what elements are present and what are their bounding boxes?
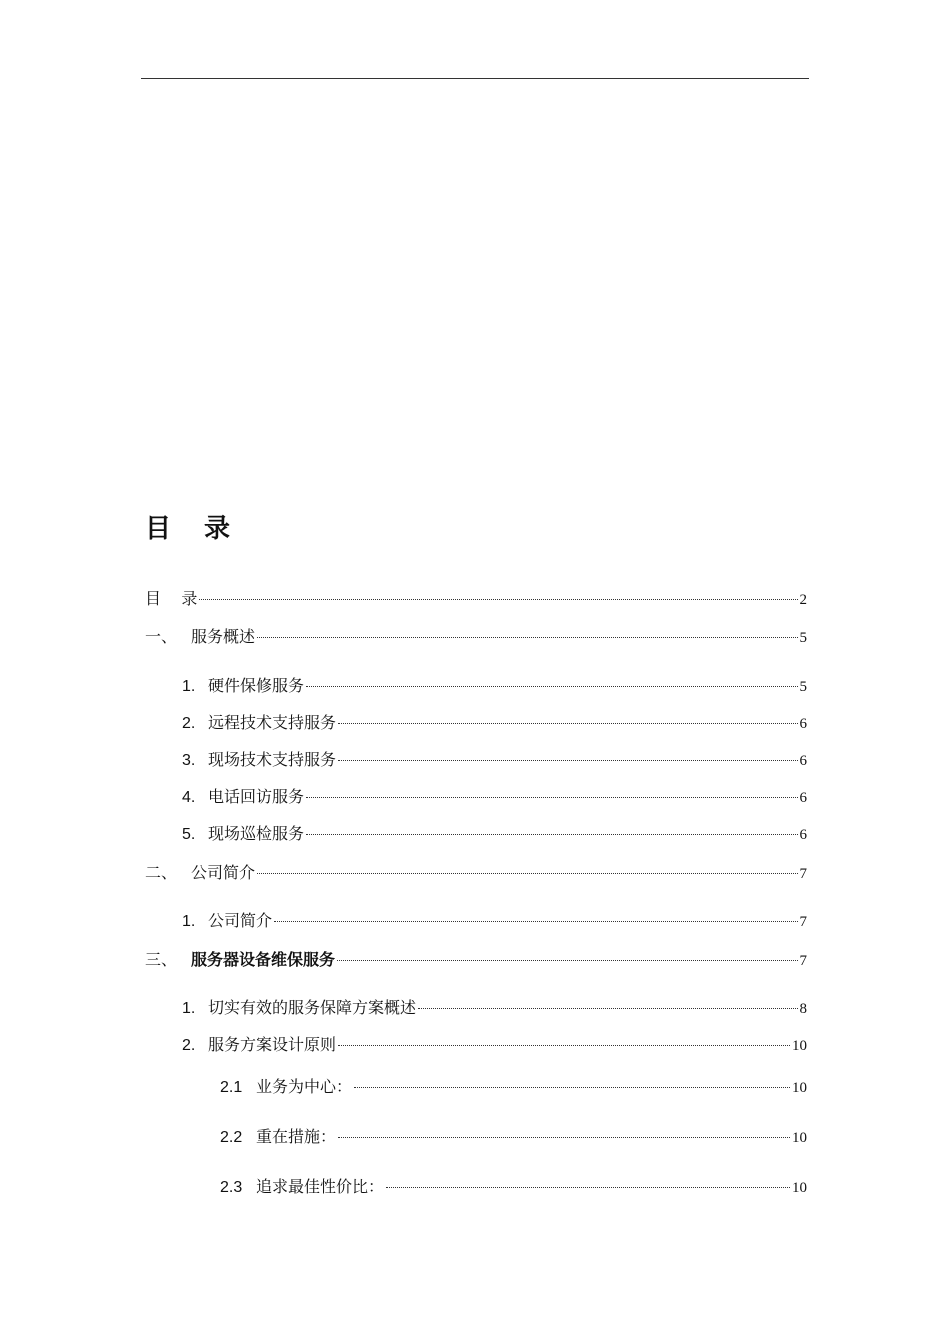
toc-entry-page: 10 (792, 1038, 807, 1054)
toc-entry[interactable] (182, 782, 807, 806)
toc-entry-number: 2.3 (220, 1179, 243, 1196)
toc-entry-page: 6 (799, 716, 807, 732)
toc-entry[interactable] (182, 745, 807, 769)
toc-entry-page: 10 (792, 1180, 807, 1196)
toc-entry[interactable] (182, 1030, 807, 1054)
toc-entry-page: 2 (799, 592, 807, 608)
toc-leader-dots (257, 858, 797, 878)
toc-entry-label: 切实有效的服务保障方案概述 (208, 998, 417, 1017)
toc-entry-label: 硬件保修服务 (208, 676, 305, 695)
toc-entry-number: 4. (182, 789, 196, 806)
toc-entry-label: 公司简介 (208, 911, 273, 930)
toc-entry-page: 5 (799, 679, 807, 695)
toc-leader-dots (306, 819, 797, 839)
toc-entry-page: 6 (799, 753, 807, 769)
toc-entry-label: 现场技术支持服务 (208, 750, 337, 769)
toc-entry-page: 6 (799, 790, 807, 806)
toc-leader-dots (338, 708, 797, 728)
toc-entry-label: 远程技术支持服务 (208, 713, 337, 732)
toc-entry-number: 二、 (145, 865, 178, 882)
toc-entry-page: 5 (799, 630, 807, 646)
toc-leader-dots (306, 671, 797, 691)
toc-entry[interactable] (182, 708, 807, 732)
toc-leader-dots (199, 584, 797, 604)
toc-entry-label: 服务器设备维保服务 (191, 950, 336, 969)
toc-entry[interactable] (182, 819, 807, 843)
toc-entry-number: 1. (182, 1000, 196, 1017)
toc-leader-dots (274, 906, 797, 926)
toc-entry-page: 7 (799, 866, 807, 882)
toc-entry-page: 7 (799, 914, 807, 930)
toc-entry[interactable] (220, 1072, 807, 1096)
toc-entry[interactable] (220, 1122, 807, 1146)
toc-entry[interactable] (145, 622, 807, 646)
toc-leader-dots (257, 622, 797, 642)
toc-leader-dots (418, 993, 797, 1013)
toc-leader-dots (338, 1122, 790, 1142)
toc-entry-number: 2.1 (220, 1079, 243, 1096)
toc-entry-page: 8 (799, 1001, 807, 1017)
toc-entry[interactable] (182, 671, 807, 695)
toc-leader-dots (306, 782, 797, 802)
toc-leader-dots (338, 1030, 790, 1050)
toc-entry-page: 6 (799, 827, 807, 843)
toc-entry-number: 1. (182, 913, 196, 930)
toc-entry-label: 现场巡检服务 (208, 824, 305, 843)
toc-entry[interactable] (220, 1172, 807, 1196)
toc-entry-number: 三、 (145, 952, 178, 969)
toc-leader-dots (337, 945, 797, 965)
header-rule (141, 78, 809, 79)
toc-entry-page: 10 (792, 1130, 807, 1146)
toc-entry[interactable] (145, 858, 807, 882)
toc-entry-page: 10 (792, 1080, 807, 1096)
toc-entry-number: 2. (182, 1037, 196, 1054)
toc-entry-number: 一、 (145, 629, 178, 646)
toc-entry[interactable] (145, 584, 807, 608)
toc-entry-number: 1. (182, 678, 196, 695)
toc-entry[interactable] (145, 945, 807, 969)
toc-leader-dots (338, 745, 797, 765)
toc-entry-label: 目 录 (145, 589, 198, 608)
toc-entry-number: 5. (182, 826, 196, 843)
toc-entry-label: 追求最佳性价比： (256, 1177, 385, 1196)
toc-entry-page: 7 (799, 953, 807, 969)
toc-entry-label: 重在措施： (256, 1127, 337, 1146)
toc-leader-dots (386, 1172, 790, 1192)
toc-entry-label: 公司简介 (191, 863, 256, 882)
toc-heading: 目 录 (145, 514, 243, 544)
toc-entry-label: 服务概述 (191, 627, 256, 646)
toc-entry-label: 电话回访服务 (208, 787, 305, 806)
toc-entry[interactable] (182, 906, 807, 930)
toc-entry-label: 业务为中心： (256, 1077, 353, 1096)
toc-entry-label: 服务方案设计原则 (208, 1035, 337, 1054)
toc-entry-number: 2.2 (220, 1129, 243, 1146)
toc-leader-dots (354, 1072, 790, 1092)
toc-entry-number: 3. (182, 752, 196, 769)
toc-entry-number: 2. (182, 715, 196, 732)
toc-entry[interactable] (182, 993, 807, 1017)
